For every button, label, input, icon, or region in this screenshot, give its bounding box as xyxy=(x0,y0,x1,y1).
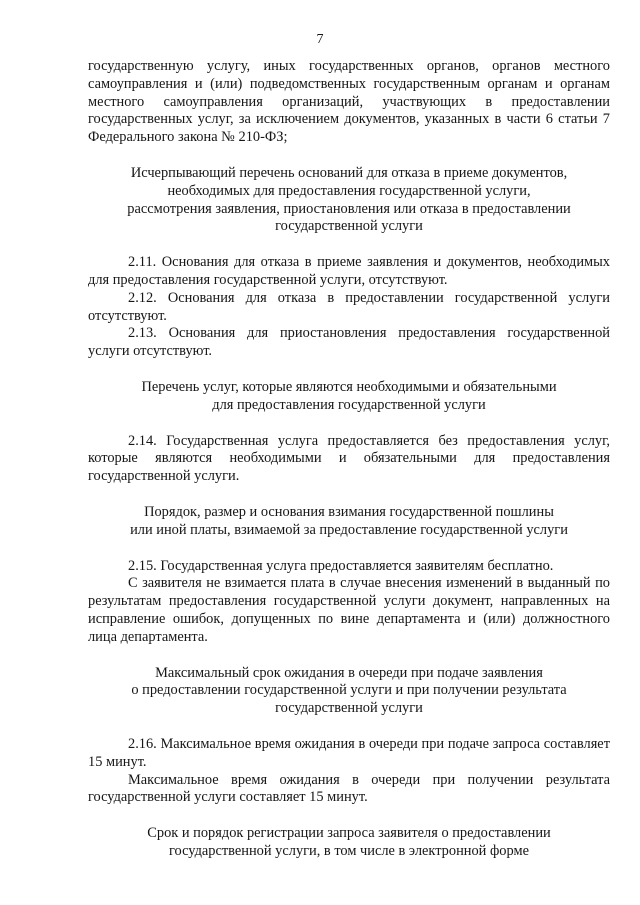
section-heading xyxy=(88,504,610,540)
paragraph: 2.16. Максимальное время ожидания в очереди при подаче запроса составляет 15 минут. xyxy=(88,735,610,770)
heading-line: необходимых для предоставления государственной услуги, xyxy=(167,182,531,199)
paragraph: 2.15. Государственная услуга предоставляется заявителям бесплатно. xyxy=(128,557,554,574)
section-gap xyxy=(88,361,610,379)
paragraph: государственную услугу, иных государственных органов, органов местного самоуправления и (или) подведомственных государственным органам и органам местного самоуправления организаций, участвующих в предоставлении государственных услуг, за исключением документов, указанных в части 6 статьи 7 Федерального закона № 210-ФЗ; xyxy=(88,58,610,146)
paragraph: 2.13. Основания для приостановления предоставления государственной услуги отсутствуют. xyxy=(88,325,610,360)
section-gap xyxy=(88,236,610,254)
section-gap xyxy=(88,486,610,504)
paragraph: С заявителя не взимается плата в случае внесения изменений в выданный по результатам предоставления государственной услуги документ, направленных на исправление ошибок, допущенных по вине департамента и (или) должностного лица департамента. xyxy=(88,575,610,645)
heading-line: Максимальный срок ожидания в очереди при подаче заявления xyxy=(155,664,543,681)
section-gap xyxy=(88,647,610,665)
heading-line: рассмотрения заявления, приостановления или отказа в предоставлении xyxy=(127,200,571,217)
heading-line: или иной платы, взимаемой за предоставление государственной услуги xyxy=(130,521,568,538)
paragraph: 2.12. Основания для отказа в предоставлении государственной услуги отсутствуют. xyxy=(88,289,610,324)
heading-line: Порядок, размер и основания взимания государственной пошлины xyxy=(144,503,554,520)
section-heading xyxy=(88,165,610,236)
document-body xyxy=(88,58,610,861)
heading-line: государственной услуги xyxy=(275,700,423,717)
heading-line: государственной услуги, в том числе в электронной форме xyxy=(169,842,529,859)
section-gap xyxy=(88,415,610,433)
paragraph: 2.11. Основания для отказа в приеме заявления и документов, необходимых для предоставления государственной услуги, отсутствуют. xyxy=(88,254,610,288)
section-gap xyxy=(88,540,610,558)
heading-line: для предоставления государственной услуги xyxy=(212,396,486,413)
page-number: 7 xyxy=(316,32,324,47)
heading-line: Перечень услуг, которые являются необходимыми и обязательными xyxy=(141,378,557,395)
section-heading xyxy=(88,665,610,718)
paragraph: Максимальное время ожидания в очереди при получении результата государственной услуги составляет 15 минут. xyxy=(88,771,610,806)
section-heading xyxy=(88,825,610,861)
section-gap xyxy=(88,718,610,736)
heading-line: Срок и порядок регистрации запроса заявителя о предоставлении xyxy=(147,825,551,842)
paragraph: 2.14. Государственная услуга предоставляется без предоставления услуг, которые являются необходимыми и обязательными для предоставления государственной услуги. xyxy=(88,432,610,485)
heading-line: государственной услуги xyxy=(275,218,423,235)
section-gap xyxy=(88,147,610,165)
section-heading xyxy=(88,379,610,415)
section-gap xyxy=(88,807,610,825)
heading-line: о предоставлении государственной услуги и при получении результата xyxy=(131,682,567,699)
heading-line: Исчерпывающий перечень оснований для отказа в приеме документов, xyxy=(130,164,568,181)
